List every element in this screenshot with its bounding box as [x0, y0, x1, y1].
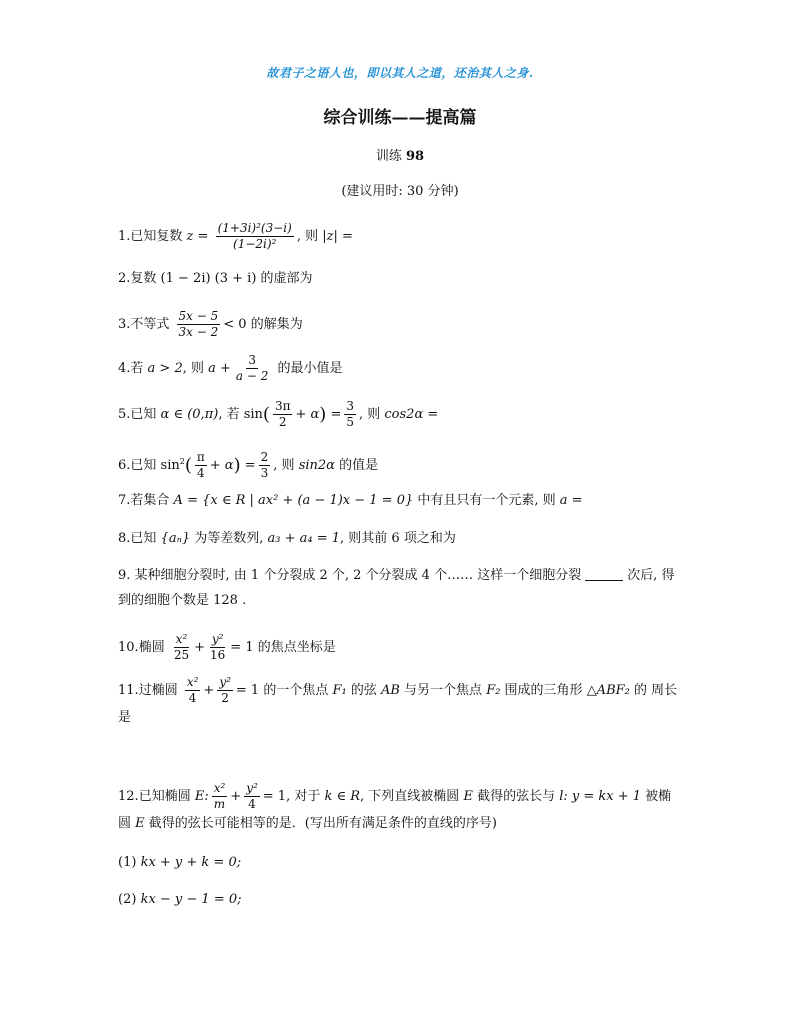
math-ask: cos2α =: [384, 407, 439, 423]
q-text: 复数: [130, 271, 161, 286]
numerator: x²: [174, 633, 190, 648]
fraction: [212, 782, 228, 811]
math-z: z: [186, 229, 194, 245]
option-num: (2): [118, 892, 137, 907]
denominator: 4: [197, 466, 205, 481]
denominator: 16: [210, 648, 226, 663]
q-text: , 则其前 6 项之和为: [340, 531, 456, 546]
question-3: [118, 310, 303, 339]
q-num: 9.: [118, 568, 131, 583]
q-num: 6.: [118, 458, 131, 474]
q-text: 的虚部为: [256, 271, 313, 286]
math-cond: a > 2: [147, 361, 183, 377]
q-text: 次后, 得到的细胞个数是 128 .: [118, 568, 675, 608]
math-F2: F₂: [486, 683, 501, 699]
q-text: 的一个焦点: [259, 683, 333, 699]
suggested-time: (建议用时: 30 分钟): [341, 184, 459, 199]
denominator: 2: [221, 691, 229, 706]
math-cond: α ∈ (0,π): [160, 407, 219, 423]
answer-blank: [585, 580, 623, 581]
q-num: 7.: [118, 493, 131, 508]
session-number: 98: [406, 149, 425, 164]
q-num: 3.: [118, 317, 131, 333]
math-E: E:: [194, 789, 209, 805]
q-text: 过椭圆: [138, 683, 182, 699]
q-text: 的焦点坐标是: [253, 640, 336, 656]
numerator: x²: [212, 782, 228, 797]
session-heading: [0, 145, 800, 164]
q-text: 椭圆: [138, 640, 169, 656]
numerator: x²: [185, 676, 201, 691]
denominator: a − 2: [235, 369, 269, 384]
math-a: a +: [208, 361, 231, 377]
q-num: 12.: [118, 789, 139, 805]
q-num: 11.: [118, 683, 139, 699]
math-triangle: △ABF₂: [586, 683, 630, 699]
q-text: 若集合: [130, 493, 174, 508]
math-expr: (1 − 2i) (3 + i): [160, 271, 257, 286]
math-E: E: [135, 816, 145, 832]
q-text: 已知: [130, 531, 161, 546]
q-text: , 若: [218, 407, 244, 423]
q-text: 的值是: [334, 458, 379, 474]
denominator: 25: [173, 648, 190, 663]
fraction: [185, 676, 201, 705]
q-num: 8.: [118, 531, 131, 546]
denominator: 4: [248, 797, 256, 812]
denominator: 2: [278, 415, 287, 430]
math-cond: a₃ + a₄ = 1: [267, 531, 341, 546]
numerator: (1+3i)²(3−i): [216, 222, 294, 237]
fraction: [244, 782, 260, 811]
page-title: 综合训练——提高篇: [323, 108, 477, 128]
q-text: 已知复数: [130, 229, 187, 245]
q-text: 围成的三角形: [500, 683, 587, 699]
question-4: [118, 354, 343, 383]
session-label: 训练: [375, 149, 407, 164]
math-E: E: [463, 789, 473, 805]
numerator: y²: [217, 676, 233, 691]
q-text: 已知椭圆: [138, 789, 195, 805]
numerator: 3: [344, 400, 356, 415]
q-text: 为等差数列,: [190, 531, 268, 546]
q-num: 4.: [118, 361, 131, 377]
math-seq: {aₙ}: [160, 531, 191, 546]
fraction: [172, 633, 191, 662]
denominator: 3: [260, 466, 269, 481]
motto-banner: 故君子之语人也，即以其人之道，还治其人之身.: [266, 66, 534, 80]
question-5: 5.已知 α ∈ (0,π), 若 sin( $\frac{3\pi}{2}$ + α) = $\frac{3}{5}$ , 则 cos2α =: [118, 399, 439, 430]
math-line-l: l: y = kx + 1: [559, 789, 642, 805]
question-8: [118, 532, 456, 545]
math-F1: F₁: [332, 683, 347, 699]
q-num: 5.: [118, 407, 131, 423]
q-text: 的弦: [346, 683, 381, 699]
numerator: 3π: [273, 400, 293, 415]
numerator: y²: [210, 633, 226, 648]
math-k: k ∈ R: [324, 789, 361, 805]
numerator: 2: [259, 451, 271, 466]
question-7: [118, 494, 583, 507]
fraction: [216, 222, 294, 251]
fraction: [273, 400, 293, 429]
denominator: 4: [188, 691, 197, 706]
fraction: [177, 310, 221, 339]
q-text: 被椭圆: [118, 789, 672, 832]
q-text: , 则: [296, 229, 323, 245]
fraction: [208, 633, 227, 662]
q-text: , 则: [182, 361, 209, 377]
question-1: 1.已知复数 z = $\frac{\text{(1+3i)²(3−i)}}{\text{(1−2i)²}}$ , 则 |z| =: [118, 221, 353, 252]
denominator: m: [213, 797, 226, 812]
q-text: 的 周长是: [118, 683, 678, 726]
q-text: , 则: [273, 458, 299, 474]
fraction: [217, 676, 233, 705]
option-num: (1): [118, 855, 137, 870]
q-text: 的最小值是: [273, 361, 343, 377]
q-text: 的解集为: [246, 317, 303, 333]
q-text: , 对于: [286, 789, 325, 805]
numerator: 3: [246, 354, 258, 369]
q-text: 截得的弦长与: [472, 789, 560, 805]
q-text: 与另一个焦点: [399, 683, 487, 699]
question-10: 10.椭圆 $\frac{\text{x²}}{25}$ + $\frac{\text{y²}}{16}$ = 1 的焦点坐标是: [118, 632, 336, 663]
numerator: y²: [244, 782, 260, 797]
fraction: [344, 400, 356, 429]
denominator: 5: [346, 415, 354, 430]
math-rel: < 0: [223, 317, 247, 333]
option-1: [118, 856, 241, 869]
fraction: [234, 354, 270, 383]
math-abs: |z| =: [322, 229, 353, 245]
option-2: [118, 893, 242, 906]
q-text: 中有且只有一个元素, 则: [413, 493, 560, 508]
math-set: A = {x ∈ R | ax² + (a − 1)x − 1 = 0}: [173, 493, 414, 508]
q-text: 已知: [130, 407, 161, 423]
denominator: 3x − 2: [178, 325, 219, 340]
q-text: 若: [130, 361, 148, 377]
math-AB: AB: [380, 683, 400, 699]
question-9: [118, 563, 684, 613]
option-expr: kx + y + k = 0;: [140, 855, 242, 870]
q-text: , 下列直线被椭圆: [360, 789, 464, 805]
question-11: 11.过椭圆 $\frac{\text{x²}}{4}$ + $\frac{\text{y²}}{2}$ = 1 的一个焦点 F₁ 的弦 AB 与另一个焦点 F₂ 围成的三角形 △ABF₂ 的 周长是: [118, 675, 678, 726]
math-ask: a =: [559, 493, 583, 508]
fraction: [259, 451, 271, 480]
numerator: π: [195, 451, 207, 466]
q-num: 10.: [118, 640, 139, 656]
q-text: 截得的弦长可能相等的是．(写出所有满足条件的直线的序号): [144, 816, 497, 832]
q-text: , 则: [359, 407, 385, 423]
q-text: 某种细胞分裂时, 由 1 个分裂成 2 个, 2 个分裂成 4 个…… 这样一个细胞分裂: [130, 568, 582, 583]
q-text: 已知: [130, 458, 161, 474]
q-text: 不等式: [130, 317, 174, 333]
question-12: 12.已知椭圆 E: $\frac{\text{x²}}{m}$ + $\frac{\text{y²}}{4}$ = 1, 对于 k ∈ R, 下列直线被椭圆 E 截得的弦长与 l: y = kx + 1 被椭圆 E 截得的弦长可能相等的是．(写出所有满足条件的直线的序号): [118, 781, 672, 832]
denominator: (1−2i)²: [233, 237, 277, 252]
question-6: 6.已知 $\sin^2$( $\frac{\pi}{4}$ + α) = $\frac{2}{3}$ , 则 sin2α 的值是: [118, 450, 379, 481]
q-num: 2.: [118, 271, 131, 286]
math-ask: sin2α: [298, 458, 335, 474]
question-2: [118, 272, 313, 285]
q-num: 1.: [118, 229, 131, 245]
fraction: [195, 451, 207, 480]
option-expr: kx − y − 1 = 0;: [140, 892, 242, 907]
numerator: 5x − 5: [177, 310, 221, 325]
